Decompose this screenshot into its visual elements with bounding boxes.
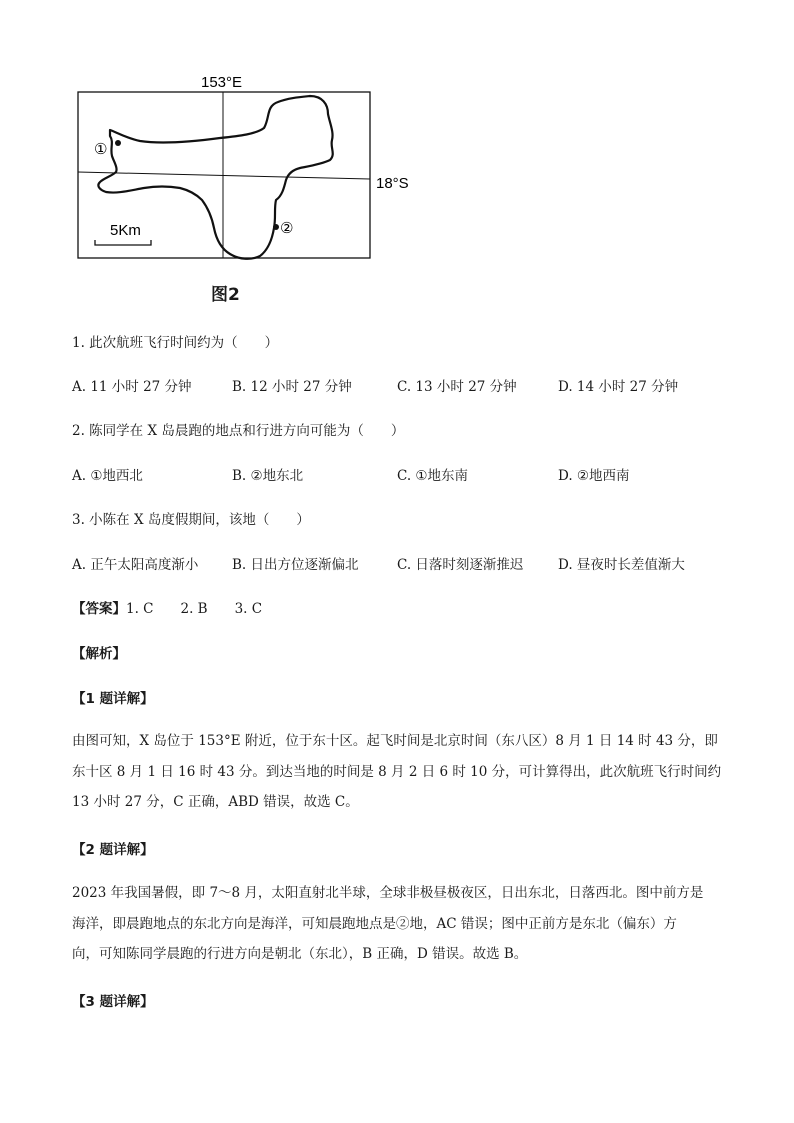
analysis-tag: 【解析】 <box>72 646 126 662</box>
q2-option-c[interactable]: C. ①地东南 <box>397 468 469 484</box>
latitude-label: 18°S <box>376 175 409 192</box>
question-1-options <box>0 375 794 395</box>
detail-3-tag: 【3 题详解】 <box>72 994 154 1010</box>
marker-1-label: ① <box>94 141 108 158</box>
q3-option-b[interactable]: B. 日出方位逐渐偏北 <box>232 557 359 573</box>
detail-1-tag: 【1 题详解】 <box>72 691 154 707</box>
question-3-options <box>0 553 794 573</box>
answer-text: 1. C 2. B 3. C <box>126 601 263 617</box>
detail-1-line: 由图可知，X 岛位于 153°E 附近，位于东十区。起飞时间是北京时间（东八区）8 月 1 日 14 时 43 分，即 <box>72 733 718 749</box>
detail-2-line: 2023 年我国暑假，即 7～8 月，太阳直射北半球，全球非极昼极夜区，日出东北，日落西北。图中前方是 <box>72 885 704 901</box>
detail-1-body <box>72 726 724 818</box>
question-2-options <box>0 464 794 484</box>
detail-2-line: 海洋，即晨跑地点的东北方向是海洋，可知晨跑地点是②地，AC 错误；图中正前方是东北（偏东）方 <box>72 915 677 932</box>
scale-bar <box>95 240 151 245</box>
longitude-label: 153°E <box>201 74 243 91</box>
question-2-stem: 2. 陈同学在 X 岛晨跑的地点和行进方向可能为（ ） <box>72 423 405 439</box>
answer-line <box>72 597 262 617</box>
island-map <box>60 62 440 312</box>
q3-option-a[interactable]: A. 正午太阳高度渐小 <box>72 557 199 573</box>
q1-option-b[interactable]: B. 12 小时 27 分钟 <box>232 379 352 395</box>
q2-option-a[interactable]: A. ①地西北 <box>72 468 143 484</box>
question-3-stem: 3. 小陈在 X 岛度假期间，该地（ ） <box>72 512 310 528</box>
detail-1-line: 13 小时 27 分，C 正确，ABD 错误，故选 C。 <box>72 794 359 810</box>
q3-option-d[interactable]: D. 昼夜时长差值渐大 <box>558 557 685 573</box>
marker-2-label: ② <box>280 220 294 237</box>
answer-tag: 【答案】 <box>72 601 126 617</box>
detail-1-line: 东十区 8 月 1 日 16 时 43 分。到达当地的时间是 8 月 2 日 6 时 10 分，可计算得出，此次航班飞行时间约 <box>72 763 722 780</box>
q2-option-d[interactable]: D. ②地西南 <box>558 468 630 484</box>
detail-2-line: 向，可知陈同学晨跑的行进方向是朝北（东北），B 正确，D 错误。故选 B。 <box>72 946 528 962</box>
q1-option-c[interactable]: C. 13 小时 27 分钟 <box>397 379 517 395</box>
island-map-figure <box>60 62 440 312</box>
q3-option-c[interactable]: C. 日落时刻逐渐推迟 <box>397 557 524 573</box>
marker-1-dot <box>115 140 121 146</box>
figure-caption: 图2 <box>211 285 240 305</box>
detail-2-tag: 【2 题详解】 <box>72 842 154 858</box>
question-1-stem: 1. 此次航班飞行时间约为（ ） <box>72 335 279 351</box>
q2-option-b[interactable]: B. ②地东北 <box>232 468 304 484</box>
marker-2-dot <box>273 224 279 230</box>
scale-label: 5Km <box>110 222 141 239</box>
parallel-line <box>78 172 370 179</box>
detail-2-body <box>72 878 724 970</box>
q1-option-d[interactable]: D. 14 小时 27 分钟 <box>558 379 679 395</box>
q1-option-a[interactable]: A. 11 小时 27 分钟 <box>72 379 192 395</box>
